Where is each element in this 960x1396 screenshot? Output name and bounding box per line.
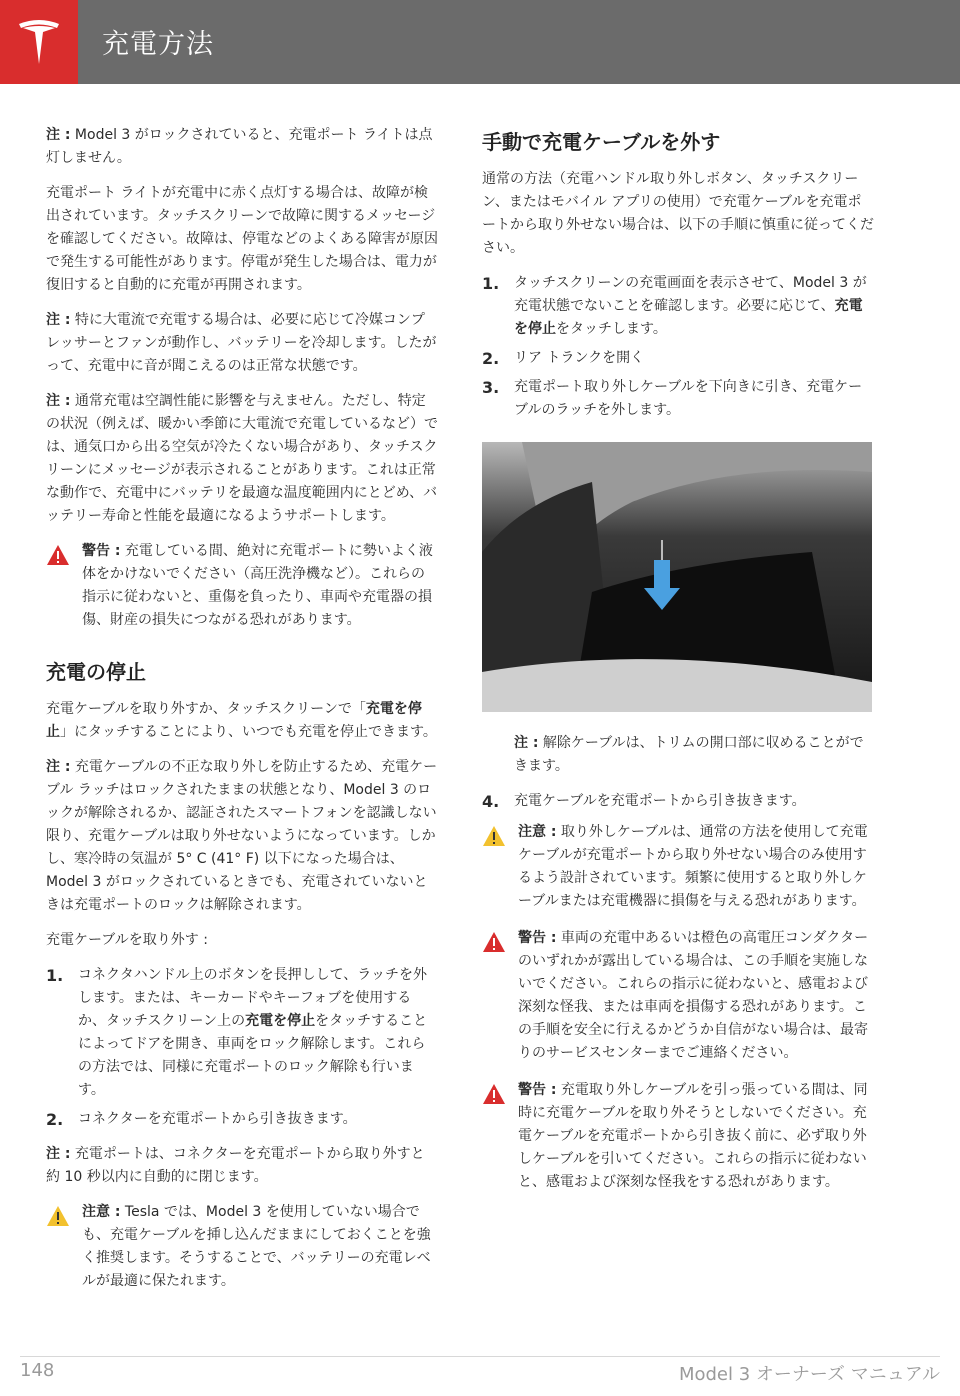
note: 注 : 通常充電は空調性能に影響を与えません。ただし、特定の状況（例えば、暖かい季節に大電流で充電しているなど）では、通気口から出る空気が冷たくない場合があり、タッチスクリーンにメッセージが表示されることがあります。これは正常な動作で、充電中にバッテリを最適な温度範囲内にとどめ、バッテリー寿命と性能を最適になるようサポートします。: [46, 393, 438, 524]
note: 注 : Model 3 がロックされていると、充電ポート ライトは点灯しません。: [46, 127, 433, 166]
page-title: 充電方法: [102, 29, 214, 60]
note: 注 : 充電ケーブルの不正な取り外しを防止するため、充電ケーブル ラッチはロックされたままの状態となり、Model 3 のロックが解除されるか、認証されたスマートフォンを認識しない限り、充電ケーブルは取り外せないようになっています。しかし、寒冷時の気温が 5° C (41° F) 以下になった場合は、Model 3 がロックされているときでも、充電されていないときは充電ポートのロックは解除されます。: [46, 759, 438, 913]
caution-callout: 注意 : 取り外しケーブルは、通常の方法を使用して充電ケーブルが充電ポートから取り外せない場合のみ使用するよう設計されています。頻繁に使用すると取り外しケーブルまたは充電機器に損傷を与える恐れがあります。: [482, 821, 874, 913]
caution-icon: [482, 825, 506, 847]
caution-icon: [46, 1205, 70, 1227]
note: 注 : 解除ケーブルは、トリムの開口部に収めることができます。: [514, 735, 864, 774]
section-heading: 手動で充電ケーブルを外す: [482, 130, 721, 154]
right-column: [482, 128, 874, 1208]
tesla-logo: [0, 0, 78, 84]
paragraph: 充電ケーブルを取り外す :: [46, 932, 208, 948]
step-item: 2. リア トランクを開く: [482, 349, 645, 368]
left-column: [46, 124, 438, 1307]
section-heading: 充電の停止: [46, 660, 146, 684]
paragraph: 通常の方法（充電ハンドル取り外しボタン、タッチスクリーン、またはモバイル アプリの使用）で充電ケーブルを充電ポートから取り外せない場合は、以下の手順に慎重に従ってください。: [482, 171, 874, 256]
warning-callout: 警告 : 車両の充電中あるいは橙色の高電圧コンダクターのいずれかが露出している場合は、この手順を実施しないでください。これらの指示に従わないと、感電および深刻な怪我、または車両を損傷する恐れがあります。この手順を安全に行えるかどうか自信がない場合は、最寄りのサービスセンターまでご連絡ください。: [482, 927, 874, 1065]
note: 注 : 特に大電流で充電する場合は、必要に応じて冷媒コンプレッサーとファンが動作し、バッテリーを冷却します。したがって、充電中に音が聞こえるのは正常な状態です。: [46, 312, 437, 374]
caution-callout: 注意 : Tesla では、Model 3 を使用していない場合でも、充電ケーブルを挿し込んだままにしておくことを強く推奨します。そうすることで、バッテリーの充電レベルが最適に保たれます。: [46, 1201, 438, 1293]
trunk-photo: [482, 442, 872, 712]
paragraph: 充電ポート ライトが充電中に赤く点灯する場合は、故障が検出されています。タッチスクリーンで故障に関するメッセージを確認してください。故障は、停電などのよくある障害が原因で発生する可能性があります。停電が発生した場合は、電力が復旧すると自動的に充電が再開されます。: [46, 185, 438, 293]
note: 注 : 充電ポートは、コネクターを充電ポートから取り外すと約 10 秒以内に自動的に閉じます。: [46, 1146, 425, 1185]
step-item: 3. 充電ポート取り外しケーブルを下向きに引き、充電ケーブルのラッチを外します。: [482, 378, 863, 418]
footer-title: Model 3 オーナーズ マニュアル: [678, 1364, 940, 1385]
step-item: 1. タッチスクリーンの充電画面を表示させて、Model 3 が充電状態でないことを確認します。必要に応じて、充電を停止をタッチします。: [482, 274, 867, 337]
footer-divider: [20, 1356, 940, 1357]
warning-icon: [482, 1083, 506, 1105]
warning-callout: 警告 : 充電している間、絶対に充電ポートに勢いよく液体をかけないでください（高圧洗浄機など）。これらの指示に従わないと、重傷を負ったり、車両や充電器の損傷、財産の損失につながる恐れがあります。: [46, 540, 438, 632]
step-item: 2. コネクターを充電ポートから引き抜きます。: [46, 1110, 357, 1129]
tesla-t-icon: [17, 18, 61, 66]
page-number: 148: [20, 1360, 55, 1381]
page-header: [0, 0, 960, 84]
warning-icon: [482, 931, 506, 953]
paragraph: 充電ケーブルを取り外すか、タッチスクリーンで「充電を停止」にタッチすることにより、いつでも充電を停止できます。: [46, 701, 437, 740]
step-item: 4. 充電ケーブルを充電ポートから引き抜きます。: [482, 792, 806, 811]
step-item: 1. コネクタハンドル上のボタンを長押しして、ラッチを外します。または、キーカードやキーフォブを使用するか、タッチスクリーン上の充電を停止をタッチすることによってドアを開き、車両をロック解除します。これらの方法では、同様に充電ポートのロック解除も行います。: [46, 966, 428, 1098]
warning-icon: [46, 544, 70, 566]
warning-callout: 警告 : 充電取り外しケーブルを引っ張っている間は、同時に充電ケーブルを取り外そうとしないでください。充電ケーブルを充電ポートから引き抜く前に、必ず取り外しケーブルを引いてください。これらの指示に従わないと、感電および深刻な怪我をする恐れがあります。: [482, 1079, 874, 1194]
